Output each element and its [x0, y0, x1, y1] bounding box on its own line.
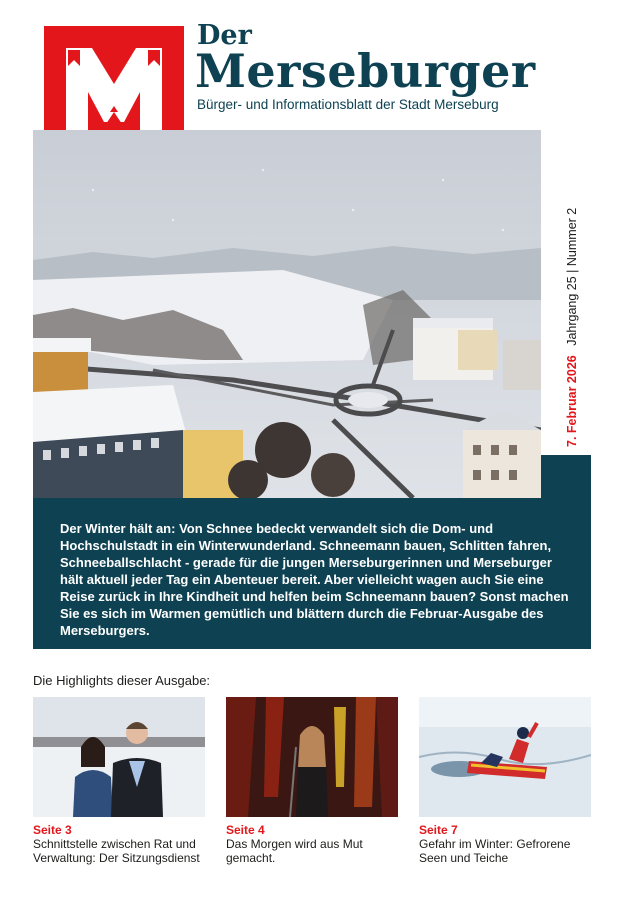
photo-two-people-at-lake	[33, 697, 205, 817]
highlight-page-number: Seite 3	[33, 823, 72, 837]
highlight-card-page-4[interactable]	[226, 697, 398, 865]
teaser-box	[33, 498, 591, 649]
highlights-heading: Die Highlights dieser Ausgabe:	[33, 673, 211, 688]
issue-details: Jahrgang 25 | Nummer 2	[565, 207, 579, 346]
highlight-card-page-3[interactable]	[33, 697, 205, 865]
masthead-title: Merseburger	[195, 44, 536, 98]
highlight-card-page-7[interactable]	[419, 697, 591, 865]
masthead-title-small: Der	[197, 20, 252, 51]
cover-photo-winter-city	[33, 130, 541, 498]
highlight-description: Das Morgen wird aus Mut gemacht.	[226, 837, 363, 865]
highlight-description: Gefahr im Winter: Gefrorene Seen und Teiche	[419, 837, 571, 865]
photo-singer-on-stage	[226, 697, 398, 817]
issue-info	[566, 208, 579, 447]
highlight-page-number: Seite 7	[419, 823, 458, 837]
issue-date: 7. Februar 2026	[565, 355, 579, 447]
highlight-description: Schnittstelle zwischen Rat und Verwaltung: Der Sitzungsdienst	[33, 837, 200, 865]
teaser-text: Der Winter hält an: Von Schnee bedeckt verwandelt sich die Dom- und Hochschulstadt in ein Winterwunderland. Schneemann bauen, Schlitten fahren, Schneeballschlacht - gerade für die jungen Merseburgerinnen und Merseburger hält aktuell jeder Tag ein Abenteuer bereit. Aber vielleicht wagen auch Sie eine Reise zurück in Ihre Kindheit und helfen beim Schneemann bauen? Sonst machen Sie es sich im Warmen gemütlich und blättern durch die Februar-Ausgabe des Merseburgers.	[60, 521, 569, 638]
masthead-subtitle: Bürger- und Informationsblatt der Stadt Merseburg	[197, 97, 499, 112]
highlight-page-number: Seite 4	[226, 823, 265, 837]
photo-ice-rescue	[419, 697, 591, 817]
teaser-box-extension	[541, 455, 591, 499]
